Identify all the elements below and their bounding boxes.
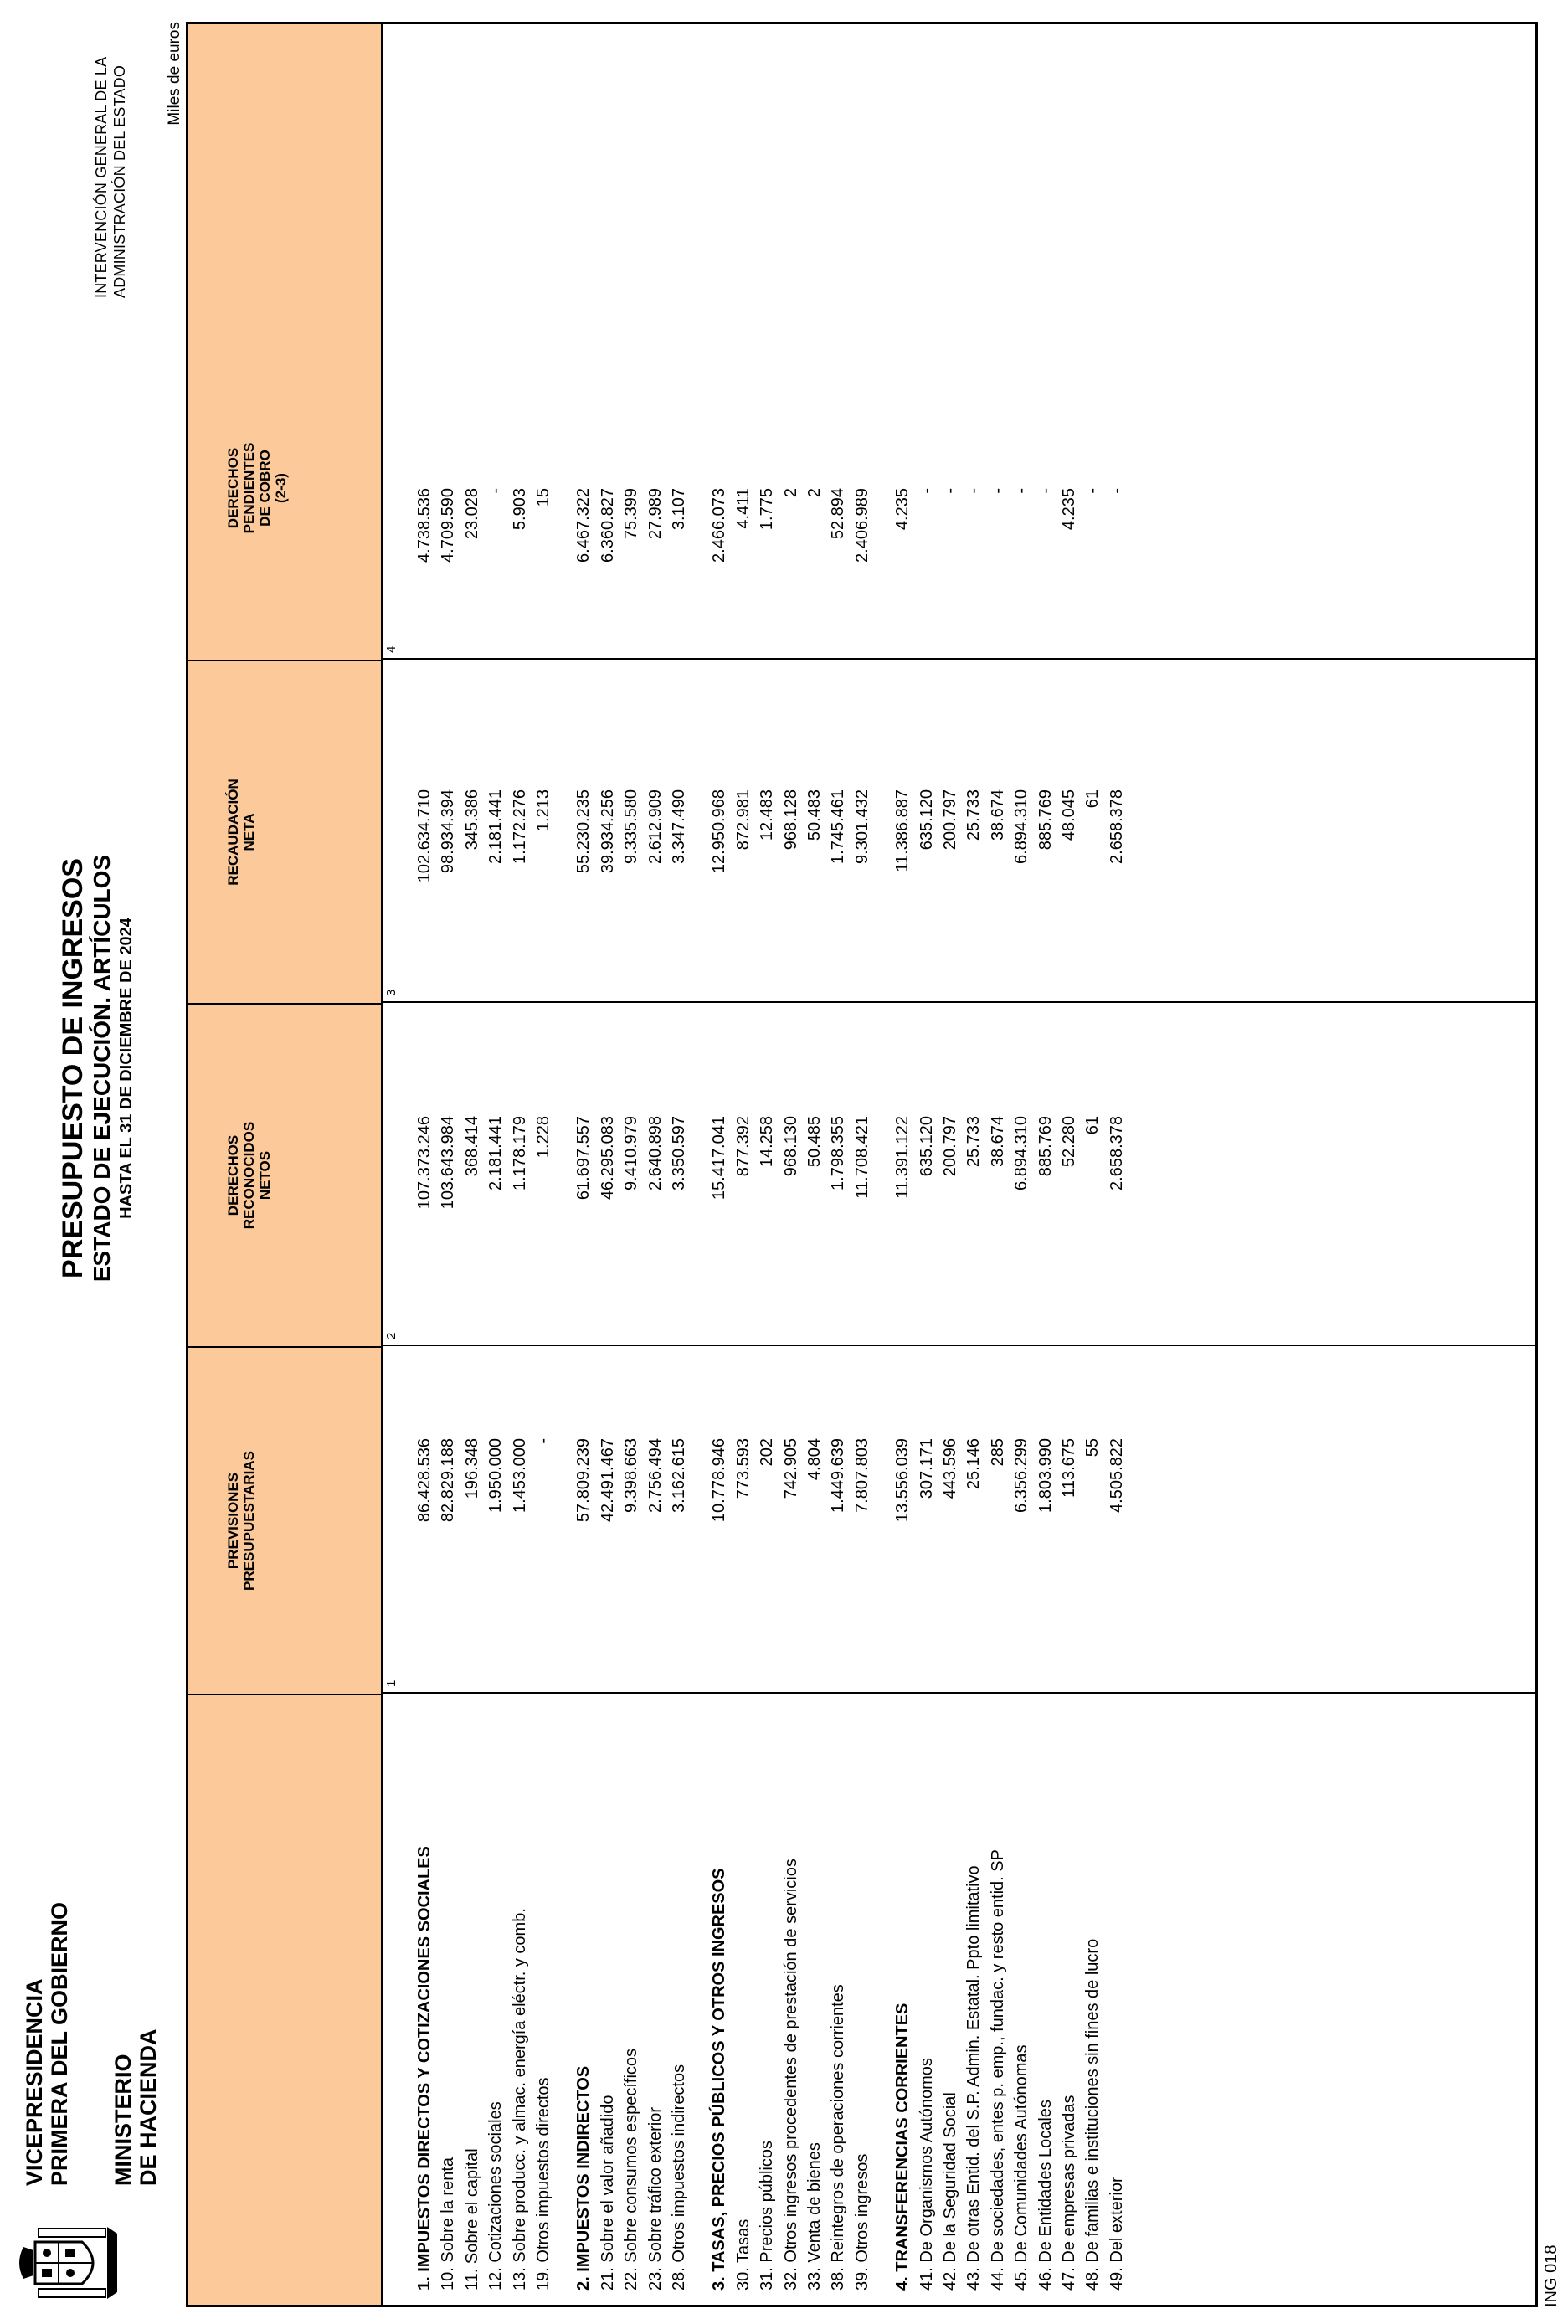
- cell-v3: 12.950.968: [710, 789, 729, 874]
- table-row: [781, 24, 801, 2305]
- row-description: 13. Sobre producc. y almac. energía eléctr. y comb.: [510, 1908, 529, 2291]
- section-row: [573, 24, 594, 2305]
- cell-v4: 52.894: [829, 488, 848, 540]
- table-row: [486, 24, 506, 2305]
- execution-table: [186, 22, 1538, 2307]
- cell-v1: 1.950.000: [486, 1438, 506, 1513]
- col-header-recaudacion: [188, 660, 398, 1003]
- table-row: [733, 24, 753, 2305]
- col-1-label-2: PRESUPUESTARIAS: [241, 1451, 257, 1591]
- cell-v3: 12.483: [758, 789, 777, 841]
- cell-v3: 48.045: [1060, 789, 1078, 841]
- row-description: 10. Sobre la renta: [439, 2157, 458, 2291]
- cell-v1: 55: [1083, 1438, 1103, 1458]
- table-row: [1059, 24, 1079, 2305]
- row-description: 43. De otras Entid. del S.P. Admin. Estatal. Ppto limitativo: [964, 1865, 984, 2291]
- cell-v2: 9.410.979: [622, 1116, 641, 1190]
- table-row: [462, 24, 482, 2305]
- row-description: 21. Sobre el valor añadido: [598, 2095, 617, 2291]
- row-description: 30. Tasas: [733, 2219, 753, 2291]
- cell-v2: 103.643.984: [439, 1116, 458, 1210]
- cell-v3: 6.894.310: [1012, 789, 1031, 864]
- table-row: [669, 24, 689, 2305]
- col-header-previsiones: [188, 1346, 398, 1694]
- row-description: 32. Otros ingresos procedentes de prestación de servicios: [781, 1859, 800, 2291]
- row-description: 47. De empresas privadas: [1060, 2095, 1078, 2291]
- col-1-number: 1: [384, 1679, 398, 1687]
- cell-v3: 968.128: [781, 789, 800, 851]
- page-title: PRESUPUESTO DE INGRESOS: [57, 858, 89, 1278]
- cell-v2: 968.130: [781, 1116, 800, 1177]
- table-row: [805, 24, 825, 2305]
- cell-v2: 885.769: [1036, 1116, 1055, 1177]
- cell-v1: 196.348: [462, 1438, 481, 1499]
- row-description: 39. Otros ingresos: [852, 2153, 871, 2291]
- cell-v3: 2.181.441: [486, 789, 506, 864]
- col-3-label-2: NETA: [241, 813, 257, 851]
- vicepresidency-block: [22, 1902, 72, 2186]
- col-2-label-2: RECONOCIDOS: [241, 1121, 257, 1230]
- cell-v1: 773.593: [733, 1438, 753, 1499]
- col-4-label-4: (2-3): [273, 473, 289, 503]
- row-description: 4. TRANSFERENCIAS CORRIENTES: [893, 2003, 913, 2291]
- igae-line-1: INTERVENCIÓN GENERAL DE LA: [93, 56, 110, 298]
- cell-v2: 1.228: [534, 1116, 553, 1159]
- table-row: [940, 24, 960, 2305]
- cell-v1: 42.491.467: [598, 1438, 617, 1523]
- cell-v2: 52.280: [1060, 1116, 1078, 1168]
- cell-v1: 4.804: [805, 1438, 824, 1481]
- cell-v3: 872.981: [733, 789, 753, 851]
- cell-v4: 1.775: [758, 488, 777, 531]
- col-1-label-1: PREVISIONES: [225, 1472, 241, 1570]
- table-row: [645, 24, 666, 2305]
- col-4-label-1: DERECHOS: [225, 447, 241, 529]
- col-3-label-1: RECAUDACIÓN: [225, 779, 241, 886]
- ministry-line-1: MINISTERIO: [111, 2054, 136, 2186]
- cell-v1: 443.596: [941, 1438, 959, 1499]
- cell-v4: -: [1083, 488, 1103, 494]
- cell-v1: 25.146: [964, 1438, 984, 1490]
- row-description: 41. De Organismos Autónomos: [917, 2058, 936, 2291]
- cell-v3: 98.934.394: [439, 789, 458, 874]
- cell-v1: 307.171: [917, 1438, 936, 1499]
- cell-v1: 202: [758, 1438, 777, 1467]
- cell-v2: 46.295.083: [598, 1116, 617, 1201]
- cell-v1: 4.505.822: [1107, 1438, 1126, 1513]
- cell-v3: 885.769: [1036, 789, 1055, 851]
- cell-v4: 4.709.590: [439, 488, 458, 563]
- table-row: [1036, 24, 1056, 2305]
- coat-of-arms-icon: [17, 2225, 124, 2301]
- cell-v4: 4.235: [1060, 488, 1078, 531]
- row-description: 31. Precios públicos: [758, 2141, 777, 2291]
- cell-v4: -: [1012, 488, 1031, 494]
- cell-v4: -: [941, 488, 959, 494]
- cell-v1: 2.756.494: [645, 1438, 665, 1513]
- cell-v4: -: [964, 488, 984, 494]
- section-row: [709, 24, 729, 2305]
- cell-v2: 1.798.355: [829, 1116, 848, 1190]
- col-3-number: 3: [384, 989, 398, 996]
- table-row: [1011, 24, 1031, 2305]
- cell-v2: 200.797: [941, 1116, 959, 1177]
- cell-v3: 635.120: [917, 789, 936, 851]
- cell-v4: 4.235: [893, 488, 913, 531]
- cell-v2: 368.414: [462, 1116, 481, 1177]
- cell-v1: 742.905: [781, 1438, 800, 1499]
- table-row: [621, 24, 641, 2305]
- table-row: [757, 24, 777, 2305]
- cell-v3: 200.797: [941, 789, 959, 851]
- table-row: [510, 24, 530, 2305]
- ministry-line-2: DE HACIENDA: [136, 2028, 161, 2186]
- section-row: [892, 24, 913, 2305]
- cell-v2: 38.674: [988, 1116, 1007, 1168]
- col-4-number: 4: [384, 645, 398, 653]
- cell-v1: -: [534, 1438, 553, 1444]
- cell-v1: 86.428.536: [415, 1438, 434, 1523]
- cell-v4: 23.028: [462, 488, 481, 540]
- row-description: 23. Sobre tráfico exterior: [645, 2107, 665, 2291]
- ministry-block: [111, 2028, 161, 2186]
- table-row: [1082, 24, 1103, 2305]
- cell-v3: 39.934.256: [598, 789, 617, 874]
- row-description: 3. TASAS, PRECIOS PÚBLICOS Y OTROS INGRESOS: [710, 1868, 729, 2291]
- cell-v3: 9.335.580: [622, 789, 641, 864]
- cell-v2: 25.733: [964, 1116, 984, 1168]
- org-line-2: PRIMERA DEL GOBIERNO: [47, 1901, 72, 2186]
- cell-v4: 5.903: [510, 488, 529, 531]
- row-description: 33. Venta de bienes: [805, 2142, 824, 2291]
- col-2-label-3: NETOS: [257, 1150, 273, 1201]
- cell-v3: 25.733: [964, 789, 984, 841]
- row-description: 48. De familias e instituciones sin fines de lucro: [1083, 1938, 1103, 2291]
- cell-v2: 635.120: [917, 1116, 936, 1177]
- cell-v3: 55.230.235: [574, 789, 594, 874]
- cell-v1: 13.556.039: [893, 1438, 913, 1523]
- row-description: 22. Sobre consumos específicos: [622, 2048, 641, 2291]
- igae-line-2: ADMINISTRACIÓN DEL ESTADO: [111, 64, 128, 298]
- table-row: [533, 24, 553, 2305]
- cell-v4: 27.989: [645, 488, 665, 540]
- cell-v3: 1.745.461: [829, 789, 848, 864]
- cell-v3: 50.483: [805, 789, 824, 841]
- cell-v2: 6.894.310: [1012, 1116, 1031, 1190]
- cell-v4: 2.406.989: [852, 488, 871, 563]
- cell-v3: 61: [1083, 789, 1103, 809]
- units-label: Miles de euros: [166, 22, 183, 126]
- cell-v3: 38.674: [988, 789, 1007, 841]
- cell-v4: 4.738.536: [415, 488, 434, 563]
- row-description: 42. De la Seguridad Social: [941, 2092, 959, 2291]
- cell-v4: 15: [534, 488, 553, 507]
- cell-v4: -: [1107, 488, 1126, 494]
- cell-v2: 2.640.898: [645, 1116, 665, 1190]
- cell-v2: 11.708.421: [852, 1116, 871, 1199]
- cell-v4: 6.360.827: [598, 488, 617, 563]
- table-row: [1107, 24, 1127, 2305]
- col-header-pendientes: [188, 24, 398, 660]
- col-2-number: 2: [384, 1332, 398, 1339]
- table-row: [988, 24, 1008, 2305]
- cell-v1: 3.162.615: [670, 1438, 688, 1513]
- cell-v1: 57.809.239: [574, 1438, 594, 1523]
- cell-v4: 6.467.322: [574, 488, 594, 563]
- row-description: 11. Sobre el capital: [462, 2148, 481, 2291]
- footer-code: ING 018: [1542, 2244, 1560, 2307]
- cell-v3: 1.213: [534, 789, 553, 832]
- cell-v3: 3.347.490: [670, 789, 688, 864]
- cell-v3: 345.386: [462, 789, 481, 851]
- cell-v2: 1.178.179: [510, 1116, 529, 1190]
- table-row: [964, 24, 984, 2305]
- header-divider: [381, 24, 383, 2305]
- date-line: HASTA EL 31 DE DICIEMBRE DE 2024: [117, 918, 136, 1219]
- col-2-label-1: DERECHOS: [225, 1134, 241, 1216]
- table-row: [598, 24, 618, 2305]
- cell-v2: 61.697.557: [574, 1116, 594, 1201]
- cell-v2: 15.417.041: [710, 1116, 729, 1201]
- row-description: 38. Reintegros de operaciones corrientes: [829, 1984, 848, 2291]
- cell-v2: 14.258: [758, 1116, 777, 1168]
- cell-v1: 10.778.946: [710, 1438, 729, 1523]
- title-block: [57, 650, 137, 1487]
- cell-v4: -: [917, 488, 936, 494]
- cell-v2: 2.658.378: [1107, 1116, 1126, 1190]
- cell-v4: 2: [781, 488, 800, 498]
- cell-v2: 61: [1083, 1116, 1103, 1135]
- cell-v3: 1.172.276: [510, 789, 529, 864]
- table-row: [828, 24, 848, 2305]
- cell-v2: 107.373.246: [415, 1116, 434, 1210]
- page-subtitle: ESTADO DE EJECUCIÓN. ARTÍCULOS: [89, 854, 115, 1283]
- cell-v1: 285: [988, 1438, 1007, 1467]
- cell-v3: 11.386.887: [893, 789, 913, 872]
- cell-v4: 3.107: [670, 488, 688, 531]
- col-4-label-3: DE COBRO: [257, 450, 273, 527]
- row-description: 19. Otros impuestos directos: [534, 2077, 553, 2291]
- cell-v2: 11.391.122: [893, 1116, 913, 1199]
- cell-v1: 7.807.803: [852, 1438, 871, 1513]
- cell-v1: 9.398.663: [622, 1438, 641, 1513]
- row-description: 49. Del exterior: [1107, 2177, 1126, 2291]
- cell-v3: 9.301.432: [852, 789, 871, 864]
- row-description: 2. IMPUESTOS INDIRECTOS: [574, 2065, 594, 2291]
- table-row: [852, 24, 872, 2305]
- cell-v1: 1.803.990: [1036, 1438, 1055, 1513]
- cell-v2: 50.485: [805, 1116, 824, 1168]
- table-row: [438, 24, 458, 2305]
- cell-v2: 3.350.597: [670, 1116, 688, 1190]
- cell-v4: 2.466.073: [710, 488, 729, 563]
- cell-v3: 102.634.710: [415, 789, 434, 883]
- cell-v3: 2.658.378: [1107, 789, 1126, 864]
- col-4-label-2: PENDIENTES: [241, 442, 257, 534]
- cell-v4: 4.411: [733, 488, 753, 529]
- cell-v4: -: [486, 488, 506, 494]
- row-description: 46. De Entidades Locales: [1036, 2100, 1055, 2291]
- igae-block: [92, 57, 129, 298]
- cell-v3: 2.612.909: [645, 789, 665, 864]
- row-description: 28. Otros impuestos indirectos: [670, 2064, 688, 2291]
- cell-v1: 82.829.188: [439, 1438, 458, 1523]
- table-row: [917, 24, 937, 2305]
- cell-v2: 2.181.441: [486, 1116, 506, 1190]
- cell-v4: 75.399: [622, 488, 641, 540]
- cell-v4: -: [1036, 488, 1055, 494]
- cell-v1: 1.453.000: [510, 1438, 529, 1513]
- cell-v2: 877.392: [733, 1116, 753, 1177]
- cell-v1: 1.449.639: [829, 1438, 848, 1513]
- row-description: 1. IMPUESTOS DIRECTOS Y COTIZACIONES SOCIALES: [415, 1846, 434, 2291]
- section-row: [414, 24, 434, 2305]
- cell-v1: 6.356.299: [1012, 1438, 1031, 1513]
- cell-v1: 113.675: [1060, 1438, 1078, 1498]
- row-description: 44. De sociedades, entes p. emp., fundac. y resto entid. SP: [988, 1849, 1007, 2291]
- cell-v4: 2: [805, 488, 824, 498]
- cell-v4: -: [988, 488, 1007, 494]
- row-description: 45. De Comunidades Autónomas: [1012, 2044, 1031, 2291]
- col-header-derechos-reconocidos: [188, 1003, 398, 1346]
- org-line-1: VICEPRESIDENCIA: [22, 1978, 47, 2186]
- description-header: [188, 1694, 381, 2305]
- row-description: 12. Cotizaciones sociales: [486, 2101, 506, 2291]
